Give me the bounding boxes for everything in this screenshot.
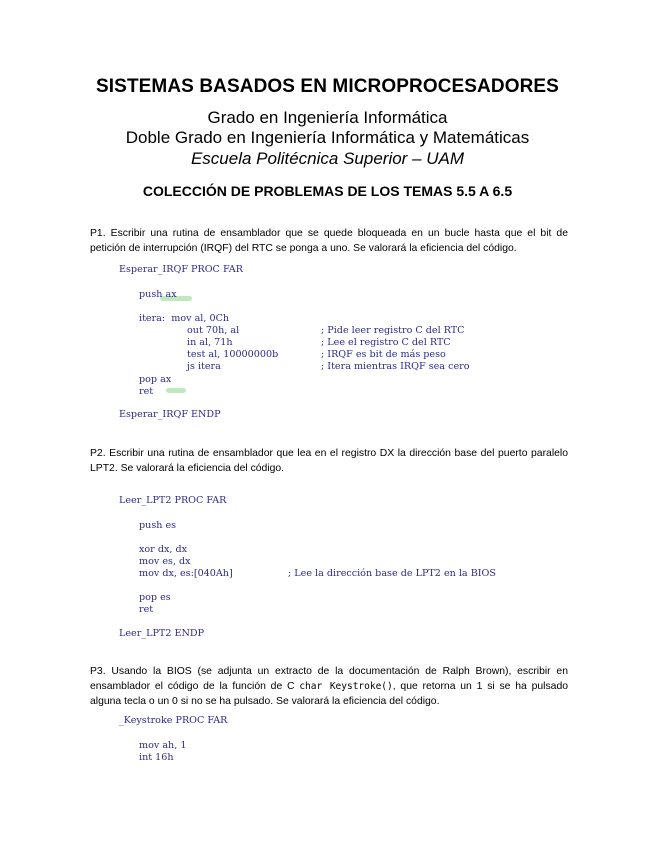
- code-line: mov dx, es:[040Ah]: [139, 568, 233, 579]
- code-comment: ; Lee el registro C del RTC: [321, 337, 451, 348]
- code-line: ret: [139, 386, 154, 397]
- code-comment: ; Itera mientras IRQF sea cero: [321, 361, 470, 372]
- code-line: pop ax: [139, 374, 172, 385]
- code-comment: ; IRQF es bit de más peso: [321, 349, 446, 360]
- code-line: int 16h: [139, 752, 174, 763]
- school-line: Escuela Politécnica Superior – UAM: [190, 149, 465, 168]
- code-line: _Keystroke PROC FAR: [119, 715, 228, 726]
- code-line: Esperar_IRQF ENDP: [119, 409, 221, 420]
- collection-heading: COLECCIÓN DE PROBLEMAS DE LOS TEMAS 5.5 A 6.5: [142, 183, 513, 199]
- code-line: in al, 71h: [187, 337, 233, 348]
- code-line: Leer_LPT2 PROC FAR: [119, 495, 227, 506]
- document-title: SISTEMAS BASADOS EN MICROPROCESADORES: [96, 76, 559, 97]
- code-line: mov es, dx: [139, 556, 191, 567]
- problem-1-text: P1. Escribir una rutina de ensamblador que se quede bloqueada en un bucle hasta que el bit de petición de interrupción (IRQF) del RTC se ponga a uno. Se valorará la eficiencia del código.: [90, 228, 568, 254]
- code-line: mov ah, 1: [139, 740, 187, 751]
- degree-line-1: Grado en Ingeniería Informática: [207, 108, 448, 127]
- code-comment: ; Pide leer registro C del RTC: [321, 325, 465, 336]
- inline-code: char Keystroke(): [299, 681, 393, 692]
- code-line: js itera: [187, 361, 221, 372]
- code-line: Esperar_IRQF PROC FAR: [119, 264, 243, 275]
- code-line: pop es: [139, 592, 171, 603]
- code-line: xor dx, dx: [139, 544, 188, 555]
- highlight-mark: [166, 388, 186, 393]
- code-line: push ax: [139, 289, 177, 300]
- problem-2-text: P2. Escribir una rutina de ensamblador que lea en el registro DX la dirección base del puerto paralelo LPT2. Se valorará la eficiencia del código.: [90, 448, 568, 474]
- problem-3-text: [90, 664, 568, 709]
- problem-3-text-end: , que retorna un 1 si se ha pulsado alguna tecla o un 0 si no se ha pulsado. Se valorará la eficiencia del código.: [90, 681, 568, 707]
- code-comment: ; Lee la dirección base de LPT2 en la BIOS: [288, 568, 496, 579]
- code-line: push es: [139, 520, 177, 531]
- code-line: test al, 10000000b: [187, 349, 279, 360]
- problem-3-text-start: P3. Usando la BIOS (se adjunta un extracto de la documentación de Ralph Brown), escribir en ensamblador el código de la función de C: [90, 666, 568, 692]
- degree-line-2: Doble Grado en Ingeniería Informática y Matemáticas: [125, 128, 530, 147]
- code-line: ret: [139, 604, 154, 615]
- code-line: itera: mov al, 0Ch: [139, 313, 230, 324]
- code-line: Leer_LPT2 ENDP: [119, 628, 205, 639]
- code-line: out 70h, al: [187, 325, 240, 336]
